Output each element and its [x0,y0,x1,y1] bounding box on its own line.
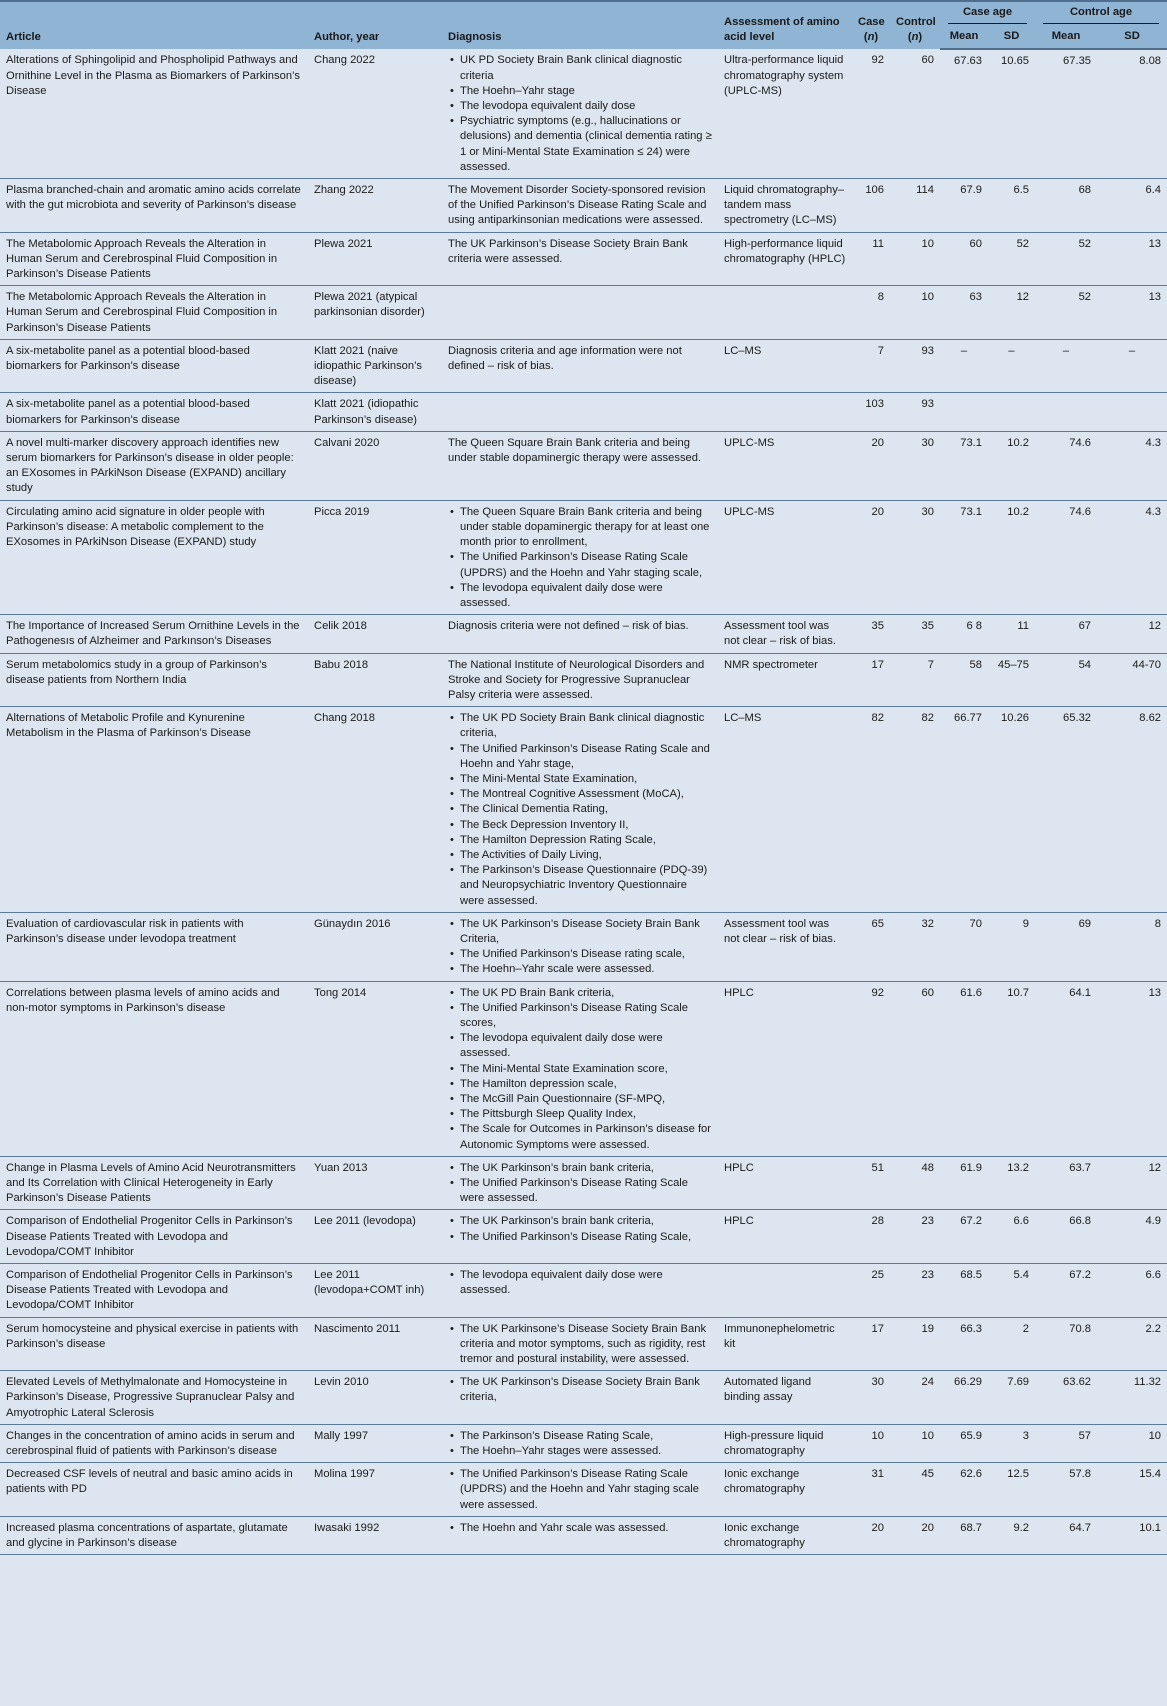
diagnosis-item: • The Parkinson’s Disease Questionnaire (PDQ-39) and Neuropsychiatric Inventory Questionnaire were assessed. [460,863,712,909]
table-row [0,653,1167,707]
diagnosis-item: • The Hamilton Depression Rating Scale, [460,833,712,848]
cell-article: Decreased CSF levels of neutral and basic amino acids in patients with PD [0,1463,308,1517]
diagnosis-list [448,505,712,611]
cell-control-mean: 67.35 [1035,49,1097,178]
cell-case-sd: 13.2 [988,1156,1035,1210]
cell-article: Correlations between plasma levels of amino acids and non-motor symptoms in Parkinson’s disease [0,981,308,1156]
cell-author: Chang 2018 [308,707,442,913]
cell-diagnosis [442,981,718,1156]
table-row [0,1424,1167,1462]
cell-case-mean: 67.2 [940,1210,988,1264]
table-row [0,179,1167,233]
diagnosis-item: • The Unified Parkinson’s Disease Rating Scale (UPDRS) and the Hoehn and Yahr staging scale, [460,550,712,580]
cell-diagnosis [442,1317,718,1371]
cell-case-n: 25 [852,1264,890,1318]
cell-article: The Importance of Increased Serum Ornithine Levels in the Pathogenesıs of Alzheimer and Parkınson’s Diseases [0,615,308,653]
cell-case-n: 10 [852,1424,890,1462]
cell-author: Picca 2019 [308,500,442,614]
diagnosis-item: • The UK Parkinson’s Disease Society Brain Bank criteria, [460,1375,712,1405]
cell-article: Evaluation of cardiovascular risk in patients with Parkinson’s disease under levodopa treatment [0,912,308,981]
diagnosis-item: • The Hoehn–Yahr stage [460,84,712,99]
cell-control-n: 35 [890,615,940,653]
cell-assessment: Assessment tool was not clear – risk of bias. [718,615,852,653]
table-row [0,1264,1167,1318]
cell-case-sd: 9 [988,912,1035,981]
cell-article: Serum homocysteine and physical exercise in patients with Parkinson’s disease [0,1317,308,1371]
cell-assessment [718,286,852,340]
cell-diagnosis [442,1264,718,1318]
table-row [0,981,1167,1156]
cell-diagnosis [442,1463,718,1517]
cell-article: A six-metabolite panel as a potential blood-based biomarkers for Parkinson’s disease [0,339,308,393]
diagnosis-item: • The Queen Square Brain Bank criteria and being under stable dopaminergic therapy for at least one month prior to enrollment, [460,505,712,551]
cell-author: Klatt 2021 (naive idiopathic Parkinson’s disease) [308,339,442,393]
diagnosis-list [448,1161,712,1207]
cell-author: Nascimento 2011 [308,1317,442,1371]
cell-control-n: 7 [890,653,940,707]
table-row [0,393,1167,431]
cell-article: The Metabolomic Approach Reveals the Alteration in Human Serum and Cerebrospinal Fluid Composition in Parkinson’s Disease Patients [0,232,308,286]
diagnosis-item: • The Unified Parkinson’s Disease Rating Scale were assessed. [460,1176,712,1206]
cell-case-n: 20 [852,431,890,500]
cell-case-n: 103 [852,393,890,431]
cell-control-mean: 63.7 [1035,1156,1097,1210]
diagnosis-list [448,1429,712,1459]
cell-article: Elevated Levels of Methylmalonate and Homocysteine in Parkinson’s Disease, Progressive Supranuclear Palsy and Amyotrophic Lateral Sclerosis [0,1371,308,1425]
cell-case-n: 30 [852,1371,890,1425]
diagnosis-item: • The Mini-Mental State Examination score, [460,1062,712,1077]
cell-article: Changes in the concentration of amino acids in serum and cerebrospinal fluid of patients with Parkinson’s disease [0,1424,308,1462]
cell-control-sd: 10.1 [1097,1516,1167,1554]
diagnosis-item: • The Beck Depression Inventory II, [460,818,712,833]
cell-control-sd: 11.32 [1097,1371,1167,1425]
cell-diagnosis: Diagnosis criteria and age information were not defined – risk of bias. [442,339,718,393]
cell-article: Change in Plasma Levels of Amino Acid Neurotransmitters and Its Correlation with Clinical Heterogeneity in Early Parkinson’s Disease Patients [0,1156,308,1210]
cell-case-mean: 6 8 [940,615,988,653]
cell-assessment: HPLC [718,1156,852,1210]
col-control-n: Control (n) [890,1,940,49]
cell-case-n: 65 [852,912,890,981]
cell-case-mean: 66.77 [940,707,988,913]
cell-control-sd: 4.3 [1097,500,1167,614]
cell-control-mean [1035,393,1097,431]
table-row [0,1371,1167,1425]
cell-case-n: 17 [852,1317,890,1371]
cell-author: Yuan 2013 [308,1156,442,1210]
cell-article: A novel multi-marker discovery approach identifies new serum biomarkers for Parkinson’s disease in older people: an EXosomes in PArkiNson Disease (EXPAND) ancillary study [0,431,308,500]
cell-case-sd: 6.5 [988,179,1035,233]
cell-case-mean: 61.6 [940,981,988,1156]
cell-article: Comparison of Endothelial Progenitor Cells in Parkinson’s Disease Patients Treated with Levodopa and Levodopa/COMT Inhibitor [0,1210,308,1264]
diagnosis-item: • The Clinical Dementia Rating, [460,802,712,817]
cell-article: A six-metabolite panel as a potential blood-based biomarkers for Parkinson’s disease [0,393,308,431]
cell-article: Increased plasma concentrations of aspartate, glutamate and glycine in Parkinson’s disease [0,1516,308,1554]
cell-control-n: 45 [890,1463,940,1517]
cell-control-mean: 66.8 [1035,1210,1097,1264]
cell-assessment: Ionic exchange chromatography [718,1463,852,1517]
table-row [0,232,1167,286]
cell-author: Tong 2014 [308,981,442,1156]
cell-control-n: 60 [890,981,940,1156]
cell-diagnosis: The Queen Square Brain Bank criteria and being under stable dopaminergic therapy were assessed. [442,431,718,500]
cell-control-n: 114 [890,179,940,233]
diagnosis-list [448,917,712,978]
col-case-sd: SD [988,26,1035,49]
cell-case-sd: 11 [988,615,1035,653]
diagnosis-item: • The UK Parkinson’s Disease Society Brain Bank Criteria, [460,917,712,947]
cell-diagnosis [442,1156,718,1210]
cell-case-n: 20 [852,1516,890,1554]
cell-author: Plewa 2021 (atypical parkinsonian disorder) [308,286,442,340]
diagnosis-item: • The Montreal Cognitive Assessment (MoCA), [460,787,712,802]
cell-article: Alterations of Sphingolipid and Phospholipid Pathways and Ornithine Level in the Plasma as Biomarkers of Parkinson’s Disease [0,49,308,178]
diagnosis-list [448,1467,712,1513]
diagnosis-list [448,986,712,1153]
cell-control-sd: 2.2 [1097,1317,1167,1371]
cell-control-sd: 6.4 [1097,179,1167,233]
cell-control-sd: 8.08 [1097,49,1167,178]
cell-control-n: 30 [890,431,940,500]
cell-case-mean: – [940,339,988,393]
cell-diagnosis [442,1516,718,1554]
cell-author: Chang 2022 [308,49,442,178]
col-group-case-age: Case age [940,1,1035,26]
cell-control-n: 48 [890,1156,940,1210]
cell-case-mean: 65.9 [940,1424,988,1462]
cell-control-mean: 70.8 [1035,1317,1097,1371]
cell-assessment: LC–MS [718,339,852,393]
cell-control-sd: 13 [1097,286,1167,340]
cell-control-sd: 8 [1097,912,1167,981]
cell-control-n: 60 [890,49,940,178]
cell-control-n: 32 [890,912,940,981]
cell-case-sd: 10.65 [988,49,1035,178]
cell-control-n: 82 [890,707,940,913]
cell-assessment: HPLC [718,981,852,1156]
table-row [0,49,1167,178]
cell-assessment: Assessment tool was not clear – risk of bias. [718,912,852,981]
cell-diagnosis [442,1210,718,1264]
cell-assessment: HPLC [718,1210,852,1264]
cell-assessment: High-performance liquid chromatography (HPLC) [718,232,852,286]
cell-case-mean: 73.1 [940,500,988,614]
cell-case-mean: 68.5 [940,1264,988,1318]
col-assessment: Assessment of amino acid level [718,1,852,49]
table-row [0,339,1167,393]
cell-control-mean: 54 [1035,653,1097,707]
diagnosis-item: • Psychiatric symptoms (e.g., hallucinations or delusions) and dementia (clinical dementia rating ≥ 1 or Mini-Mental State Examination ≤ 24) were assessed. [460,114,712,175]
cell-control-sd: 13 [1097,232,1167,286]
cell-diagnosis [442,500,718,614]
cell-case-sd [988,393,1035,431]
cell-control-mean: 74.6 [1035,500,1097,614]
cell-case-sd: 2 [988,1317,1035,1371]
cell-control-mean: 69 [1035,912,1097,981]
diagnosis-item: • The UK PD Brain Bank criteria, [460,986,712,1001]
cell-diagnosis: The National Institute of Neurological Disorders and Stroke and Society for Progressive Supranuclear Palsy criteria were assessed. [442,653,718,707]
cell-case-n: 8 [852,286,890,340]
cell-case-mean: 60 [940,232,988,286]
cell-diagnosis: Diagnosis criteria were not defined – risk of bias. [442,615,718,653]
cell-control-mean: 57 [1035,1424,1097,1462]
diagnosis-item: • UK PD Society Brain Bank clinical diagnostic criteria [460,53,712,83]
cell-author: Mally 1997 [308,1424,442,1462]
table-body [0,49,1167,1554]
cell-case-sd: 52 [988,232,1035,286]
cell-case-mean: 62.6 [940,1463,988,1517]
cell-control-sd: 44-70 [1097,653,1167,707]
cell-case-sd: 10.7 [988,981,1035,1156]
cell-control-mean: 67.2 [1035,1264,1097,1318]
cell-control-sd: 12 [1097,1156,1167,1210]
cell-control-n: 24 [890,1371,940,1425]
cell-diagnosis [442,49,718,178]
diagnosis-item: • The Unified Parkinson’s Disease Rating Scale and Hoehn and Yahr stage, [460,742,712,772]
table-row [0,1317,1167,1371]
cell-case-sd: 6.6 [988,1210,1035,1264]
cell-case-n: 106 [852,179,890,233]
cell-case-sd: 10.26 [988,707,1035,913]
cell-case-n: 17 [852,653,890,707]
col-group-control-age: Control age [1035,1,1167,26]
cell-control-sd: 4.9 [1097,1210,1167,1264]
diagnosis-item: • The UK Parkinson’s brain bank criteria, [460,1214,712,1229]
cell-control-sd: 10 [1097,1424,1167,1462]
cell-control-sd: – [1097,339,1167,393]
cell-case-sd: 3 [988,1424,1035,1462]
cell-case-sd: – [988,339,1035,393]
cell-case-n: 20 [852,500,890,614]
col-author: Author, year [308,1,442,49]
cell-article: Alternations of Metabolic Profile and Kynurenine Metabolism in the Plasma of Parkinson’s Disease [0,707,308,913]
cell-article: Circulating amino acid signature in older people with Parkinson’s disease: A metabolic complement to the EXosomes in PArkiNson Disease (EXPAND) study [0,500,308,614]
cell-control-sd [1097,393,1167,431]
cell-case-mean: 66.29 [940,1371,988,1425]
cell-diagnosis [442,286,718,340]
diagnosis-list [448,711,712,909]
cell-author: Lee 2011 (levodopa) [308,1210,442,1264]
cell-case-n: 92 [852,49,890,178]
cell-case-sd: 7.69 [988,1371,1035,1425]
diagnosis-item: • The Unified Parkinson’s Disease Rating Scale, [460,1230,712,1245]
cell-assessment: UPLC-MS [718,431,852,500]
cell-case-n: 7 [852,339,890,393]
cell-case-n: 51 [852,1156,890,1210]
cell-author: Lee 2011 (levodopa+COMT inh) [308,1264,442,1318]
diagnosis-item: • The UK PD Society Brain Bank clinical diagnostic criteria, [460,711,712,741]
diagnosis-item: • The UK Parkinson’s brain bank criteria, [460,1161,712,1176]
cell-author: Klatt 2021 (idiopathic Parkinson’s disease) [308,393,442,431]
table-row [0,615,1167,653]
cell-case-mean: 67.9 [940,179,988,233]
cell-author: Celik 2018 [308,615,442,653]
cell-assessment: High-pressure liquid chromatography [718,1424,852,1462]
cell-author: Iwasaki 1992 [308,1516,442,1554]
cell-article: The Metabolomic Approach Reveals the Alteration in Human Serum and Cerebrospinal Fluid Composition in Parkinson’s Disease Patients [0,286,308,340]
diagnosis-item: • The UK Parkinsone’s Disease Society Brain Bank criteria and motor symptoms, such as rigidity, rest tremor and postural instability, were assessed. [460,1322,712,1368]
cell-case-mean: 58 [940,653,988,707]
diagnosis-item: • The Unified Parkinson’s Disease Rating Scale (UPDRS) and the Hoehn and Yahr staging scale were assessed. [460,1467,712,1513]
cell-assessment: Liquid chromatography–tandem mass spectrometry (LC–MS) [718,179,852,233]
cell-case-sd: 45–75 [988,653,1035,707]
diagnosis-list [448,1214,712,1244]
diagnosis-list [448,53,712,175]
cell-control-n: 23 [890,1264,940,1318]
diagnosis-item: • The Unified Parkinson’s Disease rating scale, [460,947,712,962]
cell-case-mean: 66.3 [940,1317,988,1371]
diagnosis-item: • The Hoehn–Yahr scale were assessed. [460,962,712,977]
cell-control-mean: 64.1 [1035,981,1097,1156]
cell-assessment: UPLC-MS [718,500,852,614]
cell-control-sd: 8.62 [1097,707,1167,913]
diagnosis-item: • The Mini-Mental State Examination, [460,772,712,787]
cell-diagnosis [442,393,718,431]
cell-control-mean: 65.32 [1035,707,1097,913]
cell-control-sd: 12 [1097,615,1167,653]
cell-control-mean: – [1035,339,1097,393]
table-row [0,1516,1167,1554]
cell-case-sd: 10.2 [988,431,1035,500]
table-row [0,707,1167,913]
cell-assessment [718,393,852,431]
cell-case-n: 92 [852,981,890,1156]
diagnosis-list [448,1322,712,1368]
col-case-n: Case (n) [852,1,890,49]
cell-diagnosis [442,912,718,981]
col-case-mean: Mean [940,26,988,49]
diagnosis-item: • The Unified Parkinson’s Disease Rating Scale scores, [460,1001,712,1031]
cell-control-n: 10 [890,1424,940,1462]
cell-diagnosis [442,1424,718,1462]
cell-case-n: 82 [852,707,890,913]
diagnosis-item: • The Hoehn and Yahr scale was assessed. [460,1521,712,1536]
diagnosis-item: • The Parkinson’s Disease Rating Scale, [460,1429,712,1444]
diagnosis-list [448,1375,712,1405]
cell-author: Günaydın 2016 [308,912,442,981]
col-control-mean: Mean [1035,26,1097,49]
diagnosis-list [448,1268,712,1298]
cell-assessment: Automated ligand binding assay [718,1371,852,1425]
cell-case-sd: 12.5 [988,1463,1035,1517]
diagnosis-item: • The levodopa equivalent daily dose were assessed. [460,581,712,611]
cell-control-n: 19 [890,1317,940,1371]
cell-assessment: Ultra-performance liquid chromatography system (UPLC-MS) [718,49,852,178]
cell-control-n: 93 [890,339,940,393]
cell-control-n: 23 [890,1210,940,1264]
diagnosis-item: • The levodopa equivalent daily dose were assessed. [460,1268,712,1298]
cell-control-mean: 63.62 [1035,1371,1097,1425]
diagnosis-item: • The Activities of Daily Living, [460,848,712,863]
cell-article: Comparison of Endothelial Progenitor Cells in Parkinson’s Disease Patients Treated with Levodopa and Levodopa/COMT Inhibitor [0,1264,308,1318]
table-header [0,1,1167,49]
cell-control-n: 20 [890,1516,940,1554]
cell-control-sd: 13 [1097,981,1167,1156]
cell-assessment [718,1264,852,1318]
cell-assessment: Immunonephelometric kit [718,1317,852,1371]
diagnosis-item: • The Pittsburgh Sleep Quality Index, [460,1107,712,1122]
cell-case-mean: 61.9 [940,1156,988,1210]
cell-diagnosis [442,1371,718,1425]
cell-case-mean: 67.63 [940,49,988,178]
cell-case-sd: 10.2 [988,500,1035,614]
cell-case-n: 11 [852,232,890,286]
cell-author: Plewa 2021 [308,232,442,286]
table-row [0,1463,1167,1517]
cell-control-n: 10 [890,286,940,340]
cell-diagnosis: The Movement Disorder Society-sponsored revision of the Unified Parkinson’s Disease Rating Scale and using antiparkinsonian medications were assessed. [442,179,718,233]
cell-control-sd: 15.4 [1097,1463,1167,1517]
cell-author: Babu 2018 [308,653,442,707]
col-control-sd: SD [1097,26,1167,49]
cell-article: Plasma branched-chain and aromatic amino acids correlate with the gut microbiota and severity of Parkinson’s disease [0,179,308,233]
table-row [0,500,1167,614]
cell-diagnosis [442,707,718,913]
table-row [0,1156,1167,1210]
cell-case-mean: 63 [940,286,988,340]
cell-assessment: Ionic exchange chromatography [718,1516,852,1554]
cell-case-n: 28 [852,1210,890,1264]
cell-case-n: 31 [852,1463,890,1517]
cell-control-n: 30 [890,500,940,614]
cell-case-sd: 5.4 [988,1264,1035,1318]
cell-case-mean: 73.1 [940,431,988,500]
cell-control-mean: 74.6 [1035,431,1097,500]
cell-control-n: 93 [890,393,940,431]
col-article: Article [0,1,308,49]
cell-case-mean: 68.7 [940,1516,988,1554]
cell-control-mean: 68 [1035,179,1097,233]
diagnosis-item: • The levodopa equivalent daily dose were assessed. [460,1031,712,1061]
cell-control-mean: 52 [1035,232,1097,286]
cell-article: Serum metabolomics study in a group of Parkinson’s disease patients from Northern India [0,653,308,707]
cell-control-mean: 57.8 [1035,1463,1097,1517]
cell-control-mean: 64.7 [1035,1516,1097,1554]
cell-control-n: 10 [890,232,940,286]
cell-assessment: LC–MS [718,707,852,913]
cell-control-mean: 67 [1035,615,1097,653]
table-row [0,912,1167,981]
diagnosis-item: • The Hamilton depression scale, [460,1077,712,1092]
diagnosis-item: • The levodopa equivalent daily dose [460,99,712,114]
cell-case-sd: 12 [988,286,1035,340]
table-row [0,286,1167,340]
cell-diagnosis: The UK Parkinson’s Disease Society Brain Bank criteria were assessed. [442,232,718,286]
cell-author: Molina 1997 [308,1463,442,1517]
cell-control-mean: 52 [1035,286,1097,340]
cell-author: Levin 2010 [308,1371,442,1425]
table-row [0,431,1167,500]
col-diagnosis: Diagnosis [442,1,718,49]
table-row [0,1210,1167,1264]
diagnosis-item: • The McGill Pain Questionnaire (SF-MPQ, [460,1092,712,1107]
diagnosis-item: • The Scale for Outcomes in Parkinson’s disease for Autonomic Symptoms were assessed. [460,1122,712,1152]
diagnosis-list [448,1521,712,1536]
cell-control-sd: 6.6 [1097,1264,1167,1318]
cell-author: Calvani 2020 [308,431,442,500]
cell-assessment: NMR spectrometer [718,653,852,707]
cell-author: Zhang 2022 [308,179,442,233]
diagnosis-item: • The Hoehn–Yahr stages were assessed. [460,1444,712,1459]
cell-case-sd: 9.2 [988,1516,1035,1554]
cell-case-n: 35 [852,615,890,653]
cell-case-mean: 70 [940,912,988,981]
cell-case-mean [940,393,988,431]
cell-control-sd: 4.3 [1097,431,1167,500]
